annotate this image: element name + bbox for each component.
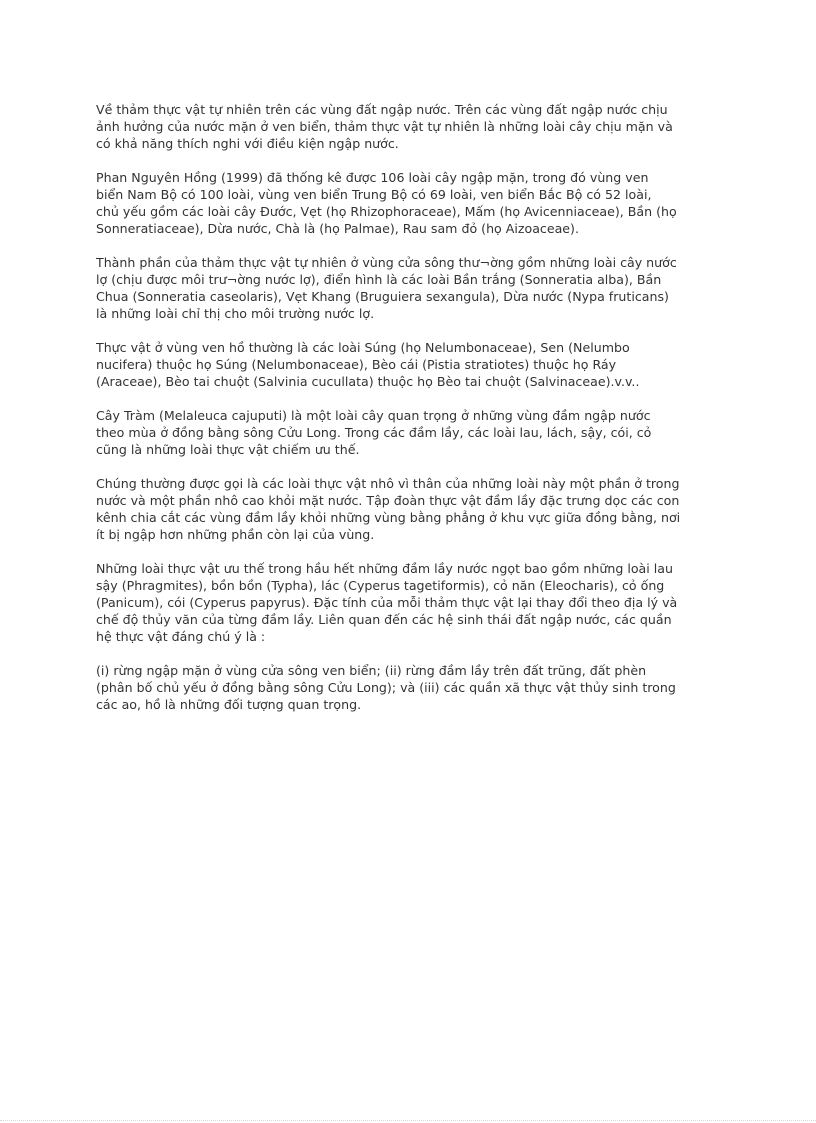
paragraph-lakeside-vegetation: Thực vật ở vùng ven hồ thường là các loài Súng (họ Nelumbonaceae), Sen (Nelumbo nucifera) thuộc họ Súng (Nelumbonaceae), Bèo cái (Pistia stratiotes) thuộc họ Ráy (Araceae), Bèo tai chuột (Salvinia cucullata) thuộc họ Bèo tai chuột (Salvinaceae).v.v..	[96, 340, 640, 389]
paragraph-melaleuca: Cây Tràm (Melaleuca cajuputi) là một loài cây quan trọng ở những vùng đầm ngập nước theo mùa ở đồng bằng sông Cửu Long. Trong các đầm lầy, các loài lau, lách, sậy, cói, cỏ cũng là những loài thực vật chiếm ưu thế.	[96, 408, 652, 457]
paragraph-estuary-vegetation: Thành phần của thảm thực vật tự nhiên ở vùng cửa sông thư¬ờng gồm những loài cây nước lợ (chịu được môi trư¬ờng nước lợ), điển hình là các loài Bần trắng (Sonneratia alba), Bần Chua (Sonneratia caseolaris), Vẹt Khang (Bruguiera sexangula), Dừa nước (Nypa fruticans) là những loài chỉ thị cho môi trường nước lợ.	[96, 255, 677, 321]
document-body	[96, 101, 726, 730]
paragraph-emergent-plants: Chúng thường được gọi là các loài thực vật nhô vì thân của những loài này một phần ở trong nước và một phần nhô cao khỏi mặt nước. Tập đoàn thực vật đầm lầy đặc trưng dọc các con kênh chia cắt các vùng đầm lầy khỏi những vùng bằng phẳng ở khu vực giữa đồng bằng, nơi ít bị ngập hơn những phần còn lại của vùng.	[96, 476, 681, 542]
paragraph-dominant-species: Những loài thực vật ưu thế trong hầu hết những đầm lầy nước ngọt bao gồm những loài lau sậy (Phragmites), bồn bồn (Typha), lác (Cyperus tagetiformis), cỏ năn (Eleocharis), cỏ ống (Panicum), cói (Cyperus papyrus). Đặc tính của mỗi thảm thực vật lại thay đổi theo địa lý và chế độ thủy văn của từng đầm lầy. Liên quan đến các hệ sinh thái đất ngập nước, các quần hệ thực vật đáng chú ý là :	[96, 561, 678, 644]
page-bottom-divider	[0, 1120, 816, 1121]
paragraph-wetland-vegetation: Về thảm thực vật tự nhiên trên các vùng đất ngập nước. Trên các vùng đất ngập nước chịu ảnh hưởng của nước mặn ở ven biển, thảm thực vật tự nhiên là những loài cây chịu mặn và có khả năng thích nghi với điều kiện ngập nước.	[96, 102, 673, 151]
paragraph-mangrove-species-count: Phan Nguyên Hồng (1999) đã thống kê được 106 loài cây ngập mặn, trong đó vùng ven biển Nam Bộ có 100 loài, vùng ven biển Trung Bộ có 69 loài, ven biển Bắc Bộ có 52 loài, chủ yếu gồm các loài cây Đước, Vẹt (họ Rhizophoraceae), Mấm (họ Avicenniaceae), Bần (họ Sonneratiaceae), Dừa nước, Chà là (họ Palmae), Rau sam đỏ (họ Aizoaceae).	[96, 170, 677, 236]
paragraph-notable-communities: (i) rừng ngập mặn ở vùng cửa sông ven biển; (ii) rừng đầm lầy trên đất trũng, đất phèn (phân bố chủ yếu ở đồng bằng sông Cửu Long); và (iii) các quần xã thực vật thủy sinh trong các ao, hồ là những đối tượng quan trọng.	[96, 663, 676, 712]
